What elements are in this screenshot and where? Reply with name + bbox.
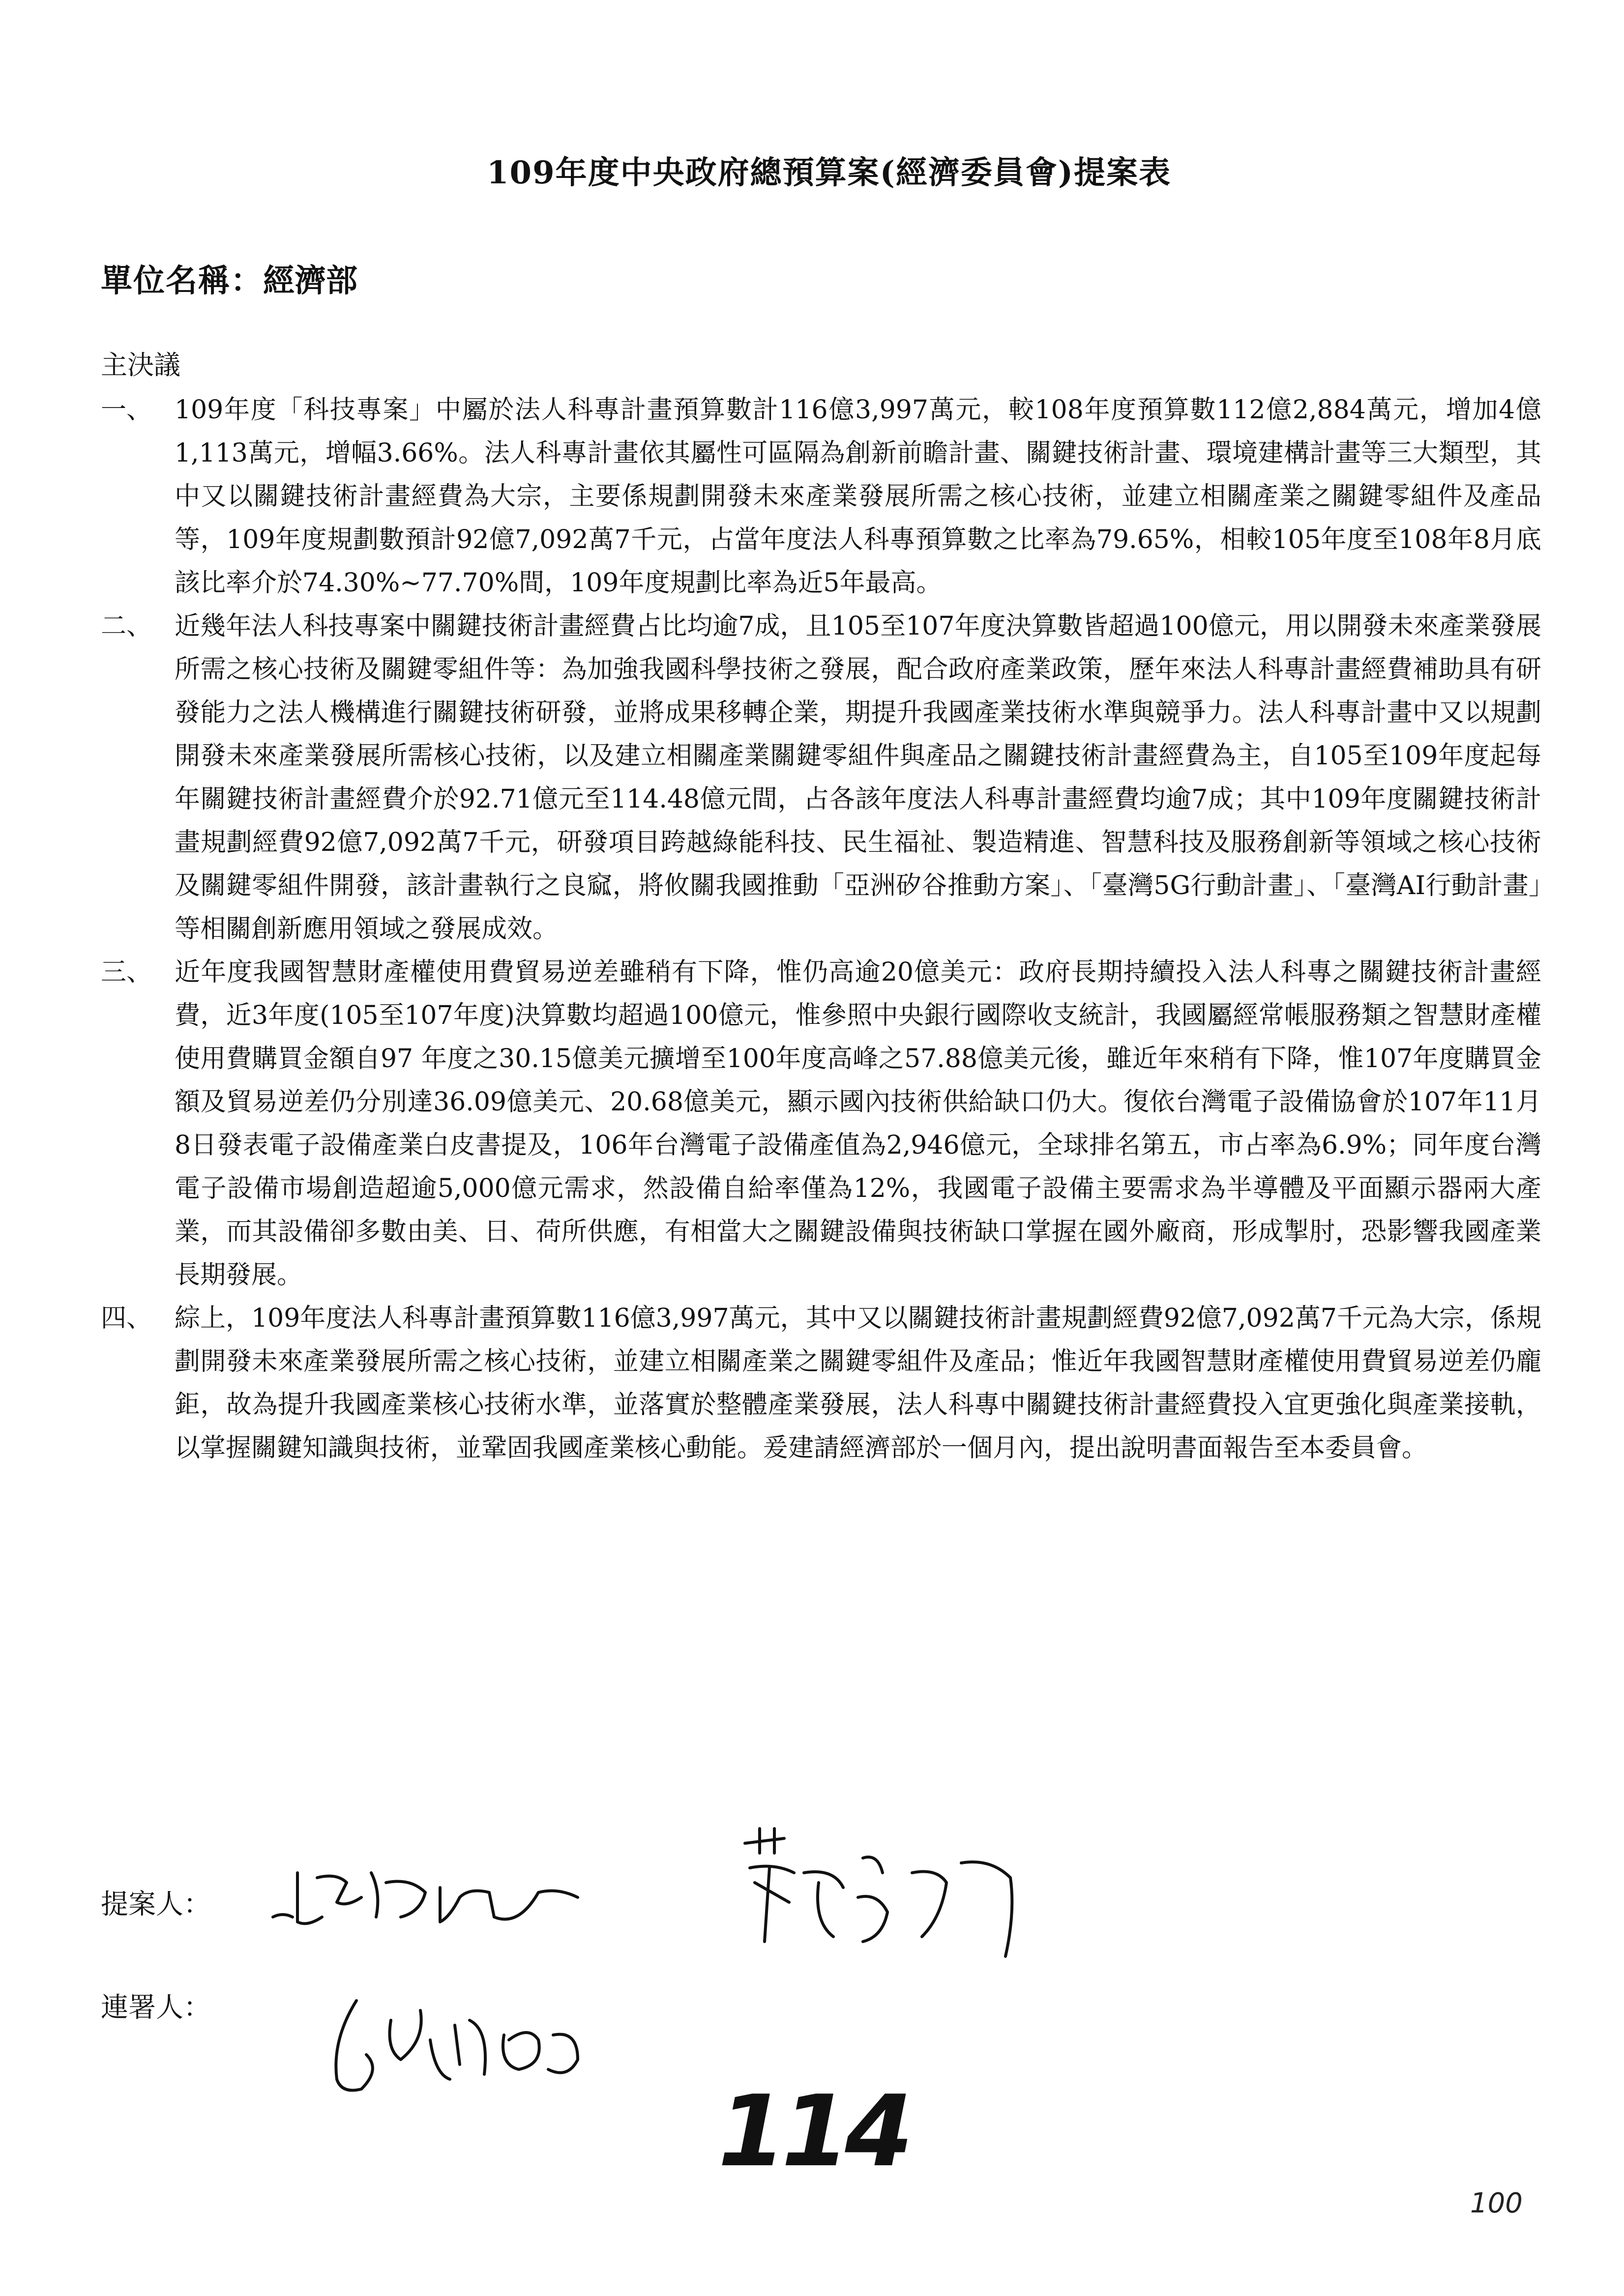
- proposer-label: 提案人：: [101, 1889, 211, 1920]
- cosigner-label: 連署人：: [101, 1992, 211, 2024]
- page-number: 100: [1470, 2187, 1523, 2219]
- cosigner-signature: [715, 1814, 1060, 1971]
- item-number: 四、: [101, 1304, 152, 1333]
- item-text: 近幾年法人科技專案中關鍵技術計畫經費占比均逾7成，且105至107年度決算數皆超過100億元，用以開發未來產業發展所需之核心技術及關鍵零組件等：為加強我國科學技術之發展，配合政府產業政策，歷年來法人科專計畫經費補助具有研發能力之法人機構進行關鍵技術研發，並將成果移轉企業，期提升我國產業技術水準與競爭力。法人科專計畫中又以規劃開發未來產業發展所需核心技術，以及建立相關產業關鍵零組件與產品之關鍵技術計畫經費為主，自105至109年度起每年關鍵技術計畫經費介於92.71億元至114.48億元間，占各該年度法人科專計畫經費均逾7成；其中109年度關鍵技術計畫規劃經費92億7,092萬7千元，研發項目跨越綠能科技、民生福祉、製造精進、智慧科技及服務創新等領域之核心技術及關鍵零組件開發，該計畫執行之良窳，將攸關我國推動「亞洲矽谷推動方案」、「臺灣5G行動計畫」、「臺灣AI行動計畫」等相關創新應用領域之發展成效。: [175, 611, 1541, 944]
- item-number: 二、: [101, 611, 152, 641]
- resolution-items: [101, 388, 1541, 1470]
- item-text: 近年度我國智慧財產權使用費貿易逆差雖稍有下降，惟仍高逾20億美元：政府長期持續投入法人科專之關鍵技術計畫經費，近3年度(105至107年度)決算數均超過100億元，惟參照中央銀行國際收支統計，我國屬經常帳服務類之智慧財產權使用費購買金額自97 年度之30.15億美元擴增至100年度高峰之57.88億美元後，雖近年來稍有下降，惟107年度購買金額及貿易逆差仍分別達36.09億美元、20.68億美元，顯示國內技術供給缺口仍大。復依台灣電子設備協會於107年11月8日發表電子設備產業白皮書提及，106年台灣電子設備產值為2,946億元，全球排名第五，市占率為6.9%；同年度台灣電子設備市場創造超逾5,000億元需求，然設備自給率僅為12%，我國電子設備主要需求為半導體及平面顯示器兩大產業，而其設備卻多數由美、日、荷所供應，有相當大之關鍵設備與技術缺口掌握在國外廠商，形成掣肘，恐影響我國產業長期發展。: [175, 958, 1541, 1290]
- resolution-item: [101, 605, 1541, 951]
- item-number: 三、: [101, 958, 152, 987]
- resolution-label: 主決議: [101, 349, 180, 380]
- item-number: 一、: [101, 395, 152, 425]
- unit-value: 經濟部: [263, 262, 357, 299]
- resolution-item: [101, 388, 1541, 605]
- item-text: 綜上，109年度法人科專計畫預算數116億3,997萬元，其中又以關鍵技術計畫規劃經費92億7,092萬7千元為大宗，係規劃開發未來產業發展所需之核心技術，並建立相關產業之關鍵零組件及產品；惟近年我國智慧財產權使用費貿易逆差仍龐鉅，故為提升我國產業核心技術水準，並落實於整體產業發展，法人科專中關鍵技術計畫經費投入宜更強化與產業接軌，以掌握關鍵知識與技術，並鞏固我國產業核心動能。爰建請經濟部於一個月內，提出說明書面報告至本委員會。: [175, 1304, 1541, 1463]
- resolution-item: [101, 1297, 1541, 1470]
- proposer-signature: [263, 1843, 607, 1942]
- unit-label: 單位名稱：: [101, 262, 263, 299]
- resolution-item: [101, 951, 1541, 1297]
- handwritten-number: 114: [718, 2074, 909, 2189]
- cosigner-signature: [322, 1981, 715, 2109]
- unit-line: [101, 256, 357, 301]
- item-text: 109年度「科技專案」中屬於法人科專計畫預算數計116億3,997萬元，較108年度預算數112億2,884萬元，增加4億1,113萬元，增幅3.66%。法人科專計畫依其屬性可區隔為創新前瞻計畫、關鍵技術計畫、環境建構計畫等三大類型，其中又以關鍵技術計畫經費為大宗，主要係規劃開發未來產業發展所需之核心技術，並建立相關產業之關鍵零組件及產品等，109年度規劃數預計92億7,092萬7千元，占當年度法人科專預算數之比率為79.65%，相較105年度至108年8月底該比率介於74.30%~77.70%間，109年度規劃比率為近5年最高。: [175, 395, 1542, 598]
- document-title: 109年度中央政府總預算案(經濟委員會)提案表: [487, 154, 1172, 191]
